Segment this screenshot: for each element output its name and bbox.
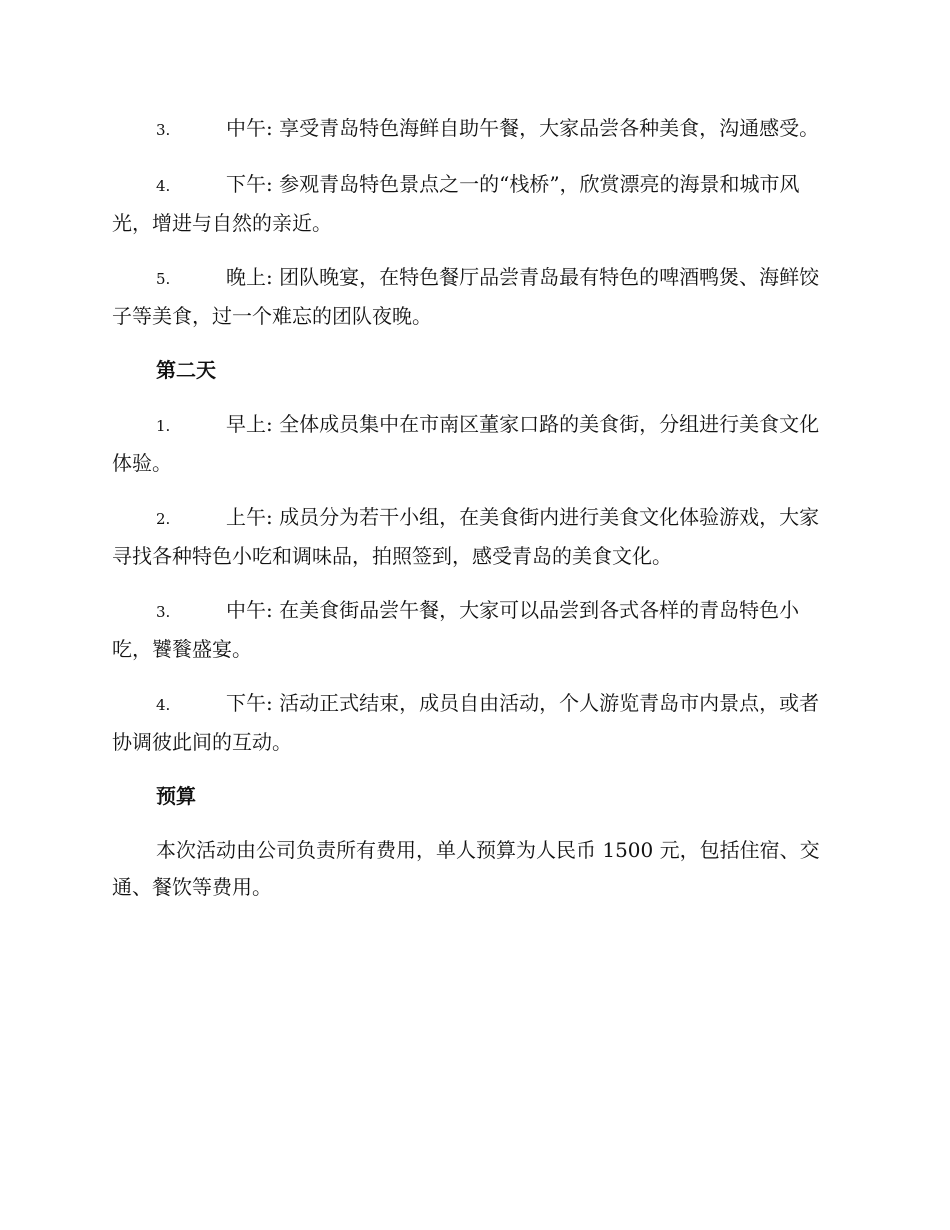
list-item [112, 406, 824, 482]
document-content [112, 110, 824, 923]
list-item [112, 592, 824, 668]
section-heading-day2: 第二天 [156, 358, 216, 382]
list-item [112, 259, 824, 335]
list-number: 1. [156, 417, 171, 435]
list-item [112, 110, 824, 149]
list-number: 4. [156, 696, 171, 714]
list-text: 晚上: 团队晚宴，在特色餐厅品尝青岛最有特色的啤酒鸭煲、海鲜饺子等美食，过一个难忘的团队夜晚。 [112, 265, 820, 328]
list-text: 中午: 享受青岛特色海鲜自助午餐，大家品尝各种美食，沟通感受。 [226, 116, 820, 140]
list-item [112, 166, 824, 242]
budget-paragraph: 本次活动由公司负责所有费用，单人预算为人民币 1500 元，包括住宿、交通、餐饮等费用。 [112, 838, 820, 899]
section-heading-budget: 预算 [156, 784, 196, 808]
list-number: 3. [156, 603, 171, 621]
list-item [112, 499, 824, 575]
list-item [112, 685, 824, 761]
list-text: 下午: 参观青岛特色景点之一的“栈桥”，欣赏漂亮的海景和城市风光，增进与自然的亲近。 [112, 172, 800, 235]
list-text: 上午: 成员分为若干小组，在美食街内进行美食文化体验游戏，大家寻找各种特色小吃和调味品，拍照签到，感受青岛的美食文化。 [112, 505, 820, 568]
list-text: 下午: 活动正式结束，成员自由活动，个人游览青岛市内景点，或者协调彼此间的互动。 [112, 691, 820, 754]
list-number: 5. [156, 270, 171, 288]
list-number: 2. [156, 510, 171, 528]
list-number: 4. [156, 177, 171, 195]
list-text: 早上: 全体成员集中在市南区董家口路的美食街，分组进行美食文化体验。 [112, 412, 820, 475]
list-text: 中午: 在美食街品尝午餐，大家可以品尝到各式各样的青岛特色小吃，饕餮盛宴。 [112, 598, 800, 661]
list-number: 3. [156, 121, 171, 139]
